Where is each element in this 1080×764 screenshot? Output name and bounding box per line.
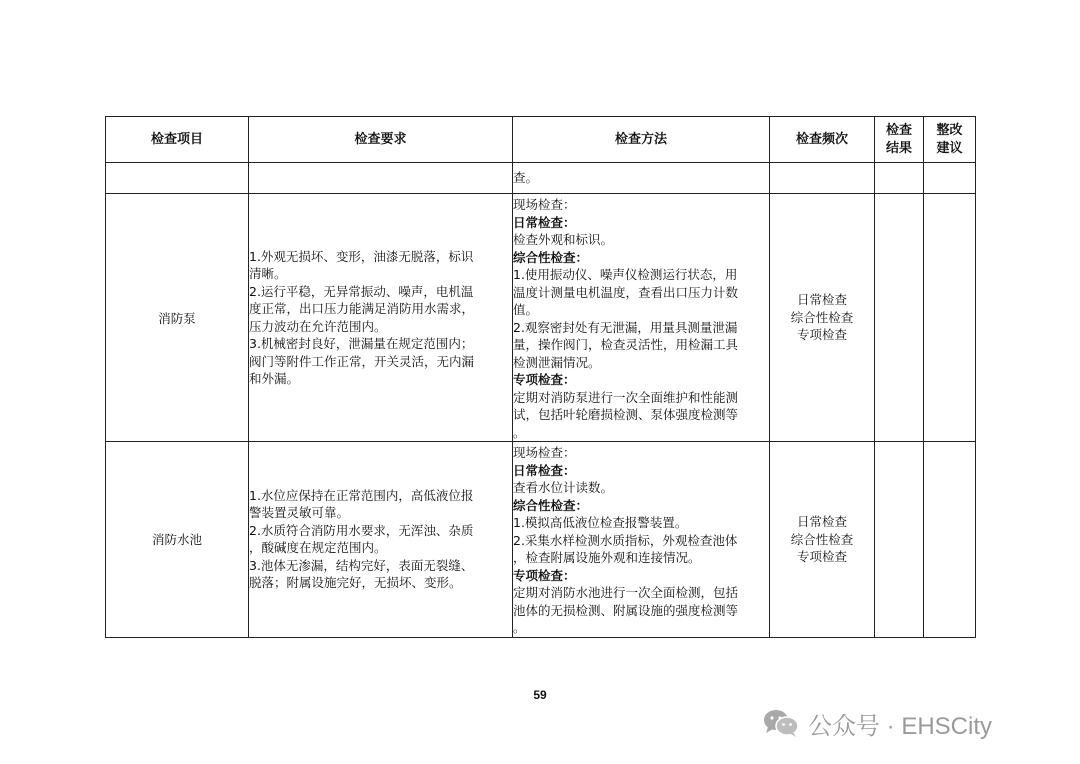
method-line: ，检查附属设施外观和连接情况。	[513, 550, 701, 565]
method-line: 试，包括叶轮磨损检测、泵体强度检测等	[513, 407, 739, 422]
method-line: 1.模拟高低液位检查报警装置。	[513, 515, 688, 530]
suggestion-cell	[924, 442, 976, 638]
method-cell	[513, 442, 770, 638]
continuation-result	[875, 163, 924, 194]
header-requirement: 检查要求	[249, 117, 513, 163]
header-text-line: 建议	[936, 140, 963, 156]
header-item: 检查项目	[106, 117, 249, 163]
page-number: 59	[533, 688, 547, 702]
method-line: 温度计测量电机温度，查看出口压力计数	[513, 284, 739, 300]
continuation-frequency	[770, 163, 875, 194]
header-method: 检查方法	[513, 117, 770, 163]
text-line: 综合性检查	[790, 309, 854, 325]
method-line: 检查外观和标识。	[513, 232, 614, 247]
continuation-method: 查。	[513, 163, 770, 194]
method-cell	[513, 194, 770, 442]
method-line: 。	[513, 620, 526, 635]
suggestion-cell	[924, 194, 976, 442]
text-line: 1.外观无损坏、变形，油漆无脱落，标识	[249, 248, 474, 264]
continuation-suggestion	[924, 163, 976, 194]
method-line: 量，操作阀门，检查灵活性，用检漏工具	[513, 337, 739, 352]
watermark-text: 公众号 · EHSCity	[808, 712, 993, 740]
text-line: 日常检查	[796, 292, 847, 308]
wechat-icon	[762, 707, 800, 739]
header-text-line: 检查	[885, 122, 912, 138]
text-line: 2.水质符合消防用水要求，无浑浊、杂质	[249, 522, 474, 538]
method-line: 2.采集水样检测水质指标，外观检查池体	[513, 532, 738, 548]
text-line: 压力波动在允许范围内。	[249, 318, 387, 334]
text-line: 专项检查	[796, 549, 847, 564]
text-line: 和外漏。	[249, 371, 300, 386]
frequency-cell	[770, 194, 875, 442]
item-cell: 消防泵	[106, 194, 249, 442]
frequency-cell	[770, 442, 875, 638]
text-line: 清晰。	[249, 266, 287, 281]
method-subheading: 综合性检查：	[513, 497, 589, 513]
method-line: 检测泄漏情况。	[513, 354, 601, 370]
text-line: 1.水位应保持在正常范围内，高低液位报	[249, 487, 474, 503]
continuation-requirement	[249, 163, 513, 194]
method-line: 2.观察密封处有无泄漏，用量具测量泄漏	[513, 319, 738, 335]
method-subheading: 综合性检查：	[513, 249, 589, 265]
text-line: 综合性检查	[790, 531, 854, 547]
text-line: 3.池体无渗漏，结构完好，表面无裂缝、	[249, 557, 474, 573]
requirement-cell	[249, 442, 513, 638]
result-cell	[875, 442, 924, 638]
method-subheading: 日常检查：	[513, 214, 576, 230]
text-line: 阀门等附件工作正常，开关灵活，无内漏	[249, 353, 475, 369]
text-line: 2.运行平稳，无异常振动、噪声，电机温	[249, 283, 474, 299]
method-line: 池体的无损检测、附属设施的强度检测等	[513, 602, 739, 618]
text-line: 度正常，出口压力能满足消防用水需求，	[249, 301, 475, 316]
table-row-fire-pump	[106, 194, 976, 442]
item-cell: 消防水池	[106, 442, 249, 638]
method-line: 查看水位计读数。	[513, 480, 614, 495]
inspection-table	[105, 116, 976, 638]
text-line: ，酸碱度在规定范围内。	[249, 540, 387, 556]
text-line: 脱落；附属设施完好，无损坏、变形。	[249, 575, 462, 591]
continuation-item	[106, 163, 249, 194]
continuation-row	[106, 163, 976, 194]
method-line: 现场检查：	[513, 445, 576, 460]
method-subheading: 日常检查：	[513, 462, 576, 478]
method-line: 。	[513, 424, 526, 440]
text-line: 专项检查	[796, 327, 847, 343]
header-text-line: 结果	[885, 140, 912, 156]
method-line: 值。	[513, 302, 539, 317]
watermark	[762, 703, 992, 743]
method-line: 定期对消防泵进行一次全面维护和性能测	[513, 389, 739, 405]
requirement-cell	[249, 194, 513, 442]
header-frequency: 检查频次	[770, 117, 875, 163]
method-line: 1.使用振动仪、噪声仪检测运行状态，用	[513, 267, 738, 282]
header-text-line: 整改	[936, 122, 963, 138]
text-line: 3.机械密封良好，泄漏量在规定范围内；	[249, 336, 474, 351]
method-subheading: 专项检查：	[513, 567, 576, 583]
method-line: 定期对消防水池进行一次全面检测，包括	[513, 585, 739, 600]
header-row	[106, 117, 976, 163]
method-subheading: 专项检查：	[513, 372, 576, 387]
table-row-fire-pool	[106, 442, 976, 638]
result-cell	[875, 194, 924, 442]
text-line: 警装置灵敏可靠。	[249, 505, 350, 521]
header-suggestion	[924, 117, 976, 163]
method-line: 现场检查：	[513, 197, 576, 212]
header-result	[875, 117, 924, 163]
text-line: 日常检查	[796, 514, 847, 529]
